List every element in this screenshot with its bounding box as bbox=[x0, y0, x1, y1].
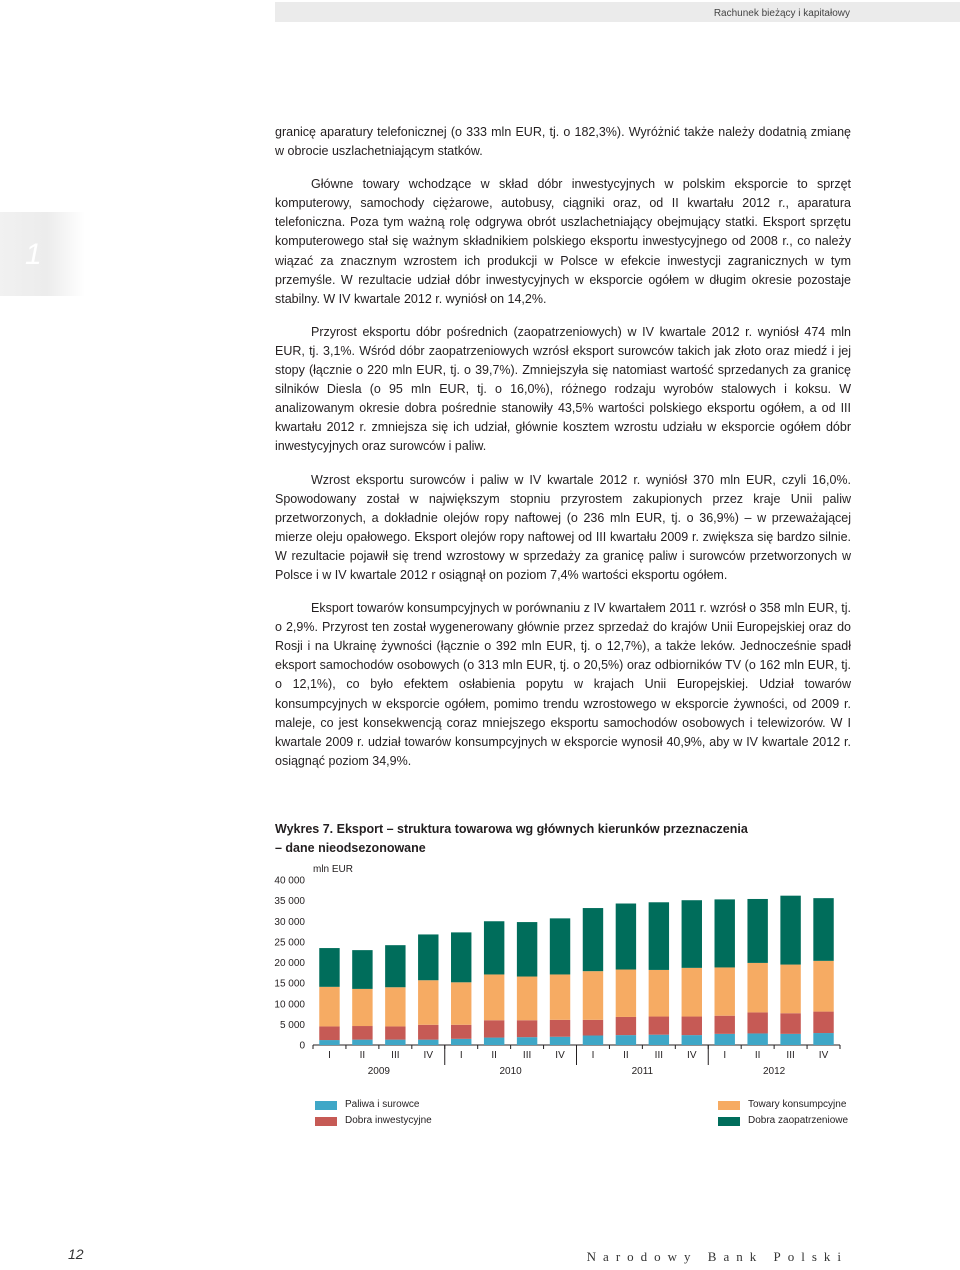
chapter-number: 1 bbox=[25, 238, 42, 271]
x-year-label: 2010 bbox=[499, 1066, 522, 1077]
bar-segment-paliwa bbox=[813, 1033, 833, 1045]
paragraph: Przyrost eksportu dóbr pośrednich (zaopatrzeniowych) w IV kwartale 2012 r. wyniósł 474 mln EUR, tj. 3,1%. Wśród dóbr zaopatrzeniowych wzrósł eksport surowców takich jak złoto oraz miedź i jej stopy (łącznie o 220 mln EUR, tj. o 39,7%). Zmniejszyła się natomiast wartość sprzedanych za granicę silników Diesla (o 95 mln EUR, tj. o 16,0%), różnego rodzaju wyrobów stalowych i koksu. W analizowanym okresie dobra pośrednie stanowiły 43,5% wartości polskiego eksportu ogółem, a od III kwartału 2012 r. zmniejsza się ich udział, głównie kosztem wzrostu udziału w eksporcie ogółem dóbr inwestycyjnych oraz surowców i paliw. bbox=[275, 324, 851, 454]
legend-swatch-konsumpcyjne bbox=[718, 1101, 740, 1110]
paragraph: granicę aparatury telefonicznej (o 333 mln EUR, tj. o 182,3%). Wyróżnić także należy dodatnią zmianę w obrocie uszlachetniającym statków. bbox=[275, 125, 851, 159]
bar-segment-inwestycyjne bbox=[451, 1025, 471, 1039]
bar-segment-inwestycyjne bbox=[484, 1020, 504, 1037]
page-number: 12 bbox=[68, 1246, 84, 1262]
bar-segment-paliwa bbox=[616, 1035, 636, 1045]
y-tick-label: 5 000 bbox=[279, 1019, 305, 1031]
bar-segment-inwestycyjne bbox=[682, 1017, 702, 1036]
y-tick-label: 40 000 bbox=[274, 875, 305, 887]
bar-segment-zaopatrzeniowe bbox=[747, 899, 767, 963]
bar-segment-inwestycyjne bbox=[385, 1026, 405, 1039]
y-tick-label: 35 000 bbox=[274, 896, 305, 908]
bar-segment-zaopatrzeniowe bbox=[451, 932, 471, 982]
bar-segment-konsumpcyjne bbox=[813, 961, 833, 1012]
bar-segment-paliwa bbox=[484, 1038, 504, 1045]
x-tick-label: II bbox=[754, 1050, 761, 1061]
y-tick-label: 20 000 bbox=[274, 958, 305, 969]
bar-segment-paliwa bbox=[517, 1037, 537, 1045]
bar-segment-zaopatrzeniowe bbox=[813, 898, 833, 961]
y-tick-label: 15 000 bbox=[274, 978, 305, 990]
y-tick-label: 25 000 bbox=[274, 937, 305, 949]
x-tick-label: I bbox=[459, 1050, 463, 1061]
bar-segment-paliwa bbox=[451, 1039, 471, 1045]
x-tick-label: II bbox=[491, 1050, 497, 1061]
chart-title bbox=[275, 820, 875, 858]
bar-segment-inwestycyjne bbox=[813, 1012, 833, 1033]
bar-segment-paliwa bbox=[418, 1040, 438, 1045]
x-year-label: 2012 bbox=[763, 1066, 786, 1077]
x-tick-label: IV bbox=[818, 1050, 829, 1061]
bar-segment-inwestycyjne bbox=[747, 1012, 767, 1033]
legend-label: Towary konsumpcyjne bbox=[748, 1099, 847, 1110]
bar-segment-paliwa bbox=[780, 1034, 800, 1045]
x-tick-label: III bbox=[391, 1050, 400, 1061]
chart-title-line: – dane nieodsezonowane bbox=[275, 841, 426, 855]
bar-segment-inwestycyjne bbox=[319, 1026, 339, 1040]
x-tick-label: III bbox=[786, 1050, 795, 1061]
bar-segment-konsumpcyjne bbox=[649, 970, 669, 1017]
bar-segment-inwestycyjne bbox=[780, 1013, 800, 1034]
bar-segment-konsumpcyjne bbox=[616, 970, 636, 1017]
y-tick-label: 10 000 bbox=[274, 999, 305, 1011]
y-tick-label: 0 bbox=[299, 1040, 305, 1052]
chart-title-line: Wykres 7. Eksport – struktura towarowa wg głównych kierunków przeznaczenia bbox=[275, 822, 748, 836]
x-tick-label: II bbox=[623, 1050, 629, 1061]
bar-segment-zaopatrzeniowe bbox=[418, 934, 438, 980]
bar-segment-zaopatrzeniowe bbox=[352, 950, 372, 989]
bar-segment-konsumpcyjne bbox=[385, 987, 405, 1026]
bar-segment-konsumpcyjne bbox=[682, 968, 702, 1017]
x-tick-label: IV bbox=[555, 1050, 565, 1061]
running-header-title: Rachunek bieżący i kapitałowy bbox=[713, 8, 850, 19]
x-tick-label: I bbox=[591, 1050, 595, 1061]
legend-item bbox=[315, 1113, 432, 1129]
bar-segment-inwestycyjne bbox=[418, 1025, 438, 1040]
y-tick-label: 30 000 bbox=[274, 916, 305, 928]
legend-swatch-zaopatrzeniowe bbox=[718, 1117, 740, 1126]
bar-segment-paliwa bbox=[352, 1040, 372, 1045]
bar-segment-zaopatrzeniowe bbox=[780, 896, 800, 965]
bar-segment-zaopatrzeniowe bbox=[517, 922, 537, 976]
legend-item bbox=[718, 1097, 848, 1113]
bar-segment-konsumpcyjne bbox=[550, 974, 570, 1019]
x-tick-label: III bbox=[654, 1050, 664, 1061]
bar-segment-zaopatrzeniowe bbox=[550, 918, 570, 974]
stacked-bar-chart bbox=[270, 858, 870, 1083]
x-tick-label: I bbox=[328, 1050, 331, 1061]
bar-segment-konsumpcyjne bbox=[747, 963, 767, 1013]
legend-swatch-paliwa bbox=[315, 1101, 337, 1110]
bar-segment-paliwa bbox=[319, 1040, 339, 1045]
bar-segment-zaopatrzeniowe bbox=[715, 899, 735, 967]
bar-segment-paliwa bbox=[715, 1034, 735, 1045]
x-tick-label: I bbox=[723, 1050, 727, 1061]
y-axis-unit-label: mln EUR bbox=[313, 864, 354, 875]
body-text bbox=[275, 123, 851, 785]
bar-segment-zaopatrzeniowe bbox=[319, 948, 339, 987]
bar-segment-paliwa bbox=[583, 1036, 603, 1045]
x-tick-label: IV bbox=[423, 1050, 434, 1061]
bar-segment-konsumpcyjne bbox=[517, 977, 537, 1021]
bar-segment-konsumpcyjne bbox=[583, 971, 603, 1020]
bar-segment-inwestycyjne bbox=[550, 1020, 570, 1037]
x-tick-label: IV bbox=[687, 1050, 697, 1061]
legend-left bbox=[315, 1097, 432, 1129]
legend-swatch-inwestycyjne bbox=[315, 1117, 337, 1126]
bar-segment-konsumpcyjne bbox=[715, 967, 735, 1015]
bar-segment-zaopatrzeniowe bbox=[385, 945, 405, 987]
bar-segment-inwestycyjne bbox=[583, 1020, 603, 1036]
legend-right bbox=[718, 1097, 848, 1129]
footer-brand: Narodowy Bank Polski bbox=[586, 1249, 848, 1264]
x-tick-label: III bbox=[522, 1050, 532, 1061]
bar-segment-inwestycyjne bbox=[352, 1026, 372, 1040]
bar-segment-konsumpcyjne bbox=[451, 982, 471, 1024]
bar-segment-konsumpcyjne bbox=[780, 965, 800, 1014]
legend-item bbox=[315, 1097, 432, 1113]
bar-segment-zaopatrzeniowe bbox=[649, 902, 669, 970]
bar-segment-inwestycyjne bbox=[715, 1016, 735, 1034]
bar-segment-zaopatrzeniowe bbox=[583, 908, 603, 971]
bar-segment-paliwa bbox=[682, 1035, 702, 1045]
legend-label: Dobra zaopatrzeniowe bbox=[748, 1115, 849, 1126]
bar-segment-paliwa bbox=[385, 1040, 405, 1045]
bar-segment-zaopatrzeniowe bbox=[616, 904, 636, 970]
x-year-label: 2011 bbox=[631, 1066, 654, 1077]
paragraph: Wzrost eksportu surowców i paliw w IV kwartale 2012 r. wyniósł 370 mln EUR, czyli 16,0%. Spowodowany został w największym stopniu przyrostem zakupionych przez kraje Unii paliw przetworzonych, a dokładnie olejów ropy naftowej (o 236 mln EUR, tj. o 36,9%) – w przeważającej mierze oleju opałowego. Eksport olejów ropy naftowej od III kwartału 2009 r. zwiększa się bardzo silnie. W rezultacie pojawił się trend wzrostowy w sprzedaży za granicę paliw i surowców przetworzonych w Polsce i w IV kwartale 2012 r osiągnął on poziom 7,4% wartości eksportu ogółem. bbox=[275, 472, 851, 582]
bar-segment-inwestycyjne bbox=[517, 1020, 537, 1037]
x-tick-label: II bbox=[359, 1050, 366, 1061]
running-header bbox=[275, 2, 960, 22]
bar-segment-zaopatrzeniowe bbox=[682, 900, 702, 968]
bar-segment-paliwa bbox=[747, 1033, 767, 1045]
x-year-label: 2009 bbox=[367, 1066, 390, 1077]
legend-item bbox=[718, 1113, 848, 1129]
chapter-tab bbox=[0, 212, 85, 296]
bar-segment-paliwa bbox=[649, 1035, 669, 1045]
paragraph: Eksport towarów konsumpcyjnych w porównaniu z IV kwartałem 2011 r. wzrósł o 358 mln EUR, tj. o 2,9%. Przyrost ten został wygenerowany głównie przez sprzedaż do krajów Unii Europejskiej oraz do Rosji i na Ukrainę żywności (łącznie o 392 mln EUR, tj. o 12,7%), a także leków. Jednocześnie spadł eksport samochodów osobowych (o 313 mln EUR, tj. o 20,5%) oraz odbiorników TV (o 162 mln EUR, tj. o 12,1%), co było efektem osłabienia popytu w krajach Unii Europejskiej. Udział towarów konsumpcyjnych w eksporcie ogółem, pomimo trendu wzrostowego w eksporcie żywności, od 2009 r. maleje, co jest konsekwencją coraz mniejszego eksportu samochodów osobowych i telewizorów. W I kwartale 2009 r. udział towarów konsumpcyjnych w eksporcie wynosił 40,9%, aby w IV kwartale 2012 r. osiągnąć poziom 34,9%. bbox=[275, 601, 851, 768]
bar-segment-inwestycyjne bbox=[616, 1017, 636, 1035]
bar-segment-inwestycyjne bbox=[649, 1017, 669, 1035]
bar-segment-konsumpcyjne bbox=[418, 980, 438, 1025]
bar-segment-konsumpcyjne bbox=[484, 974, 504, 1020]
legend-label: Paliwa i surowce bbox=[345, 1099, 420, 1110]
paragraph: Główne towary wchodzące w skład dóbr inwestycyjnych w polskim eksporcie to sprzęt komputerowy, samochody ciężarowe, autobusy, ciągniki oraz, od II kwartału 2012 r., aparatura telefoniczna. Poza tym ważną rolę odgrywa obrót uszlachetniający obejmujący statki. Eksport sprzętu komputerowego stał się ważnym składnikiem polskiego eksportu inwestycyjnego od 2008 r., co należy wiązać za znacznym wzrostem ich produkcji w Polsce w efekcie inwestycji zagranicznych w tym przemyśle. W rezultacie udział dóbr inwestycyjnych w eksporcie ogółem w długim okresie pozostaje stabilny. W IV kwartale 2012 r. wyniósł on 14,2%. bbox=[275, 177, 851, 306]
legend-label: Dobra inwestycyjne bbox=[345, 1115, 432, 1126]
bar-segment-konsumpcyjne bbox=[352, 989, 372, 1026]
bar-segment-paliwa bbox=[550, 1037, 570, 1045]
bar-segment-konsumpcyjne bbox=[319, 987, 339, 1027]
bar-segment-zaopatrzeniowe bbox=[484, 921, 504, 974]
